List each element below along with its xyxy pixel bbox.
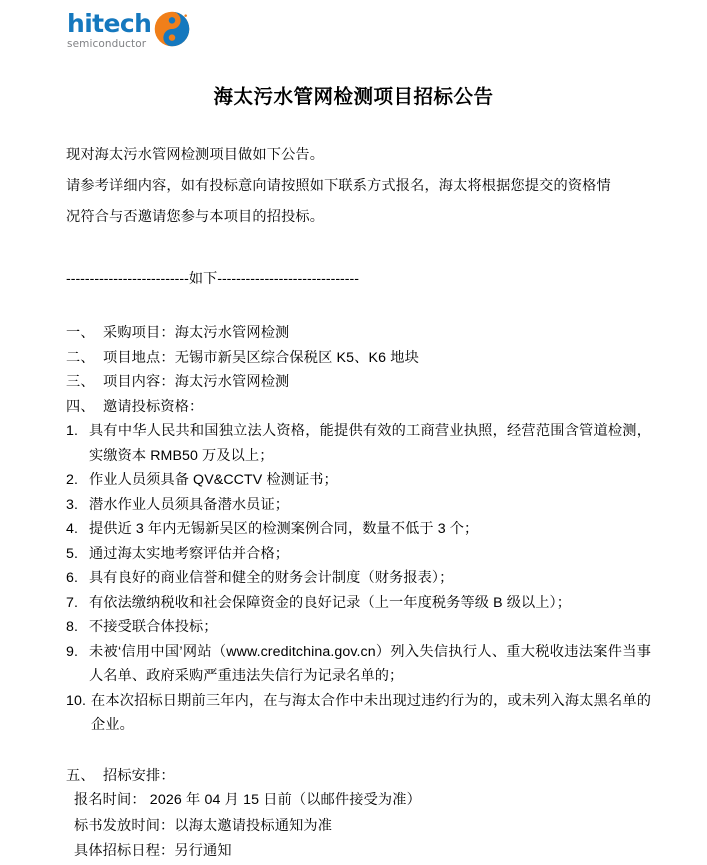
schedule-heading-number: 五、 (66, 767, 95, 784)
list-item (66, 419, 651, 468)
list-item (66, 517, 651, 542)
list-item (66, 468, 651, 493)
list-item-number: 4. (66, 521, 79, 537)
schedule-heading-text: 招标安排： (103, 767, 175, 784)
list-item-number: 2. (66, 472, 79, 488)
section-row (66, 321, 651, 346)
schedule-detailed-agenda: 具体招标日程：另行通知 (74, 843, 232, 859)
section-row (66, 346, 651, 371)
schedule-heading (66, 764, 651, 789)
list-item-number: 6. (66, 570, 79, 586)
document-body (66, 140, 651, 865)
list-item (66, 640, 651, 689)
section-text: 采购项目：海太污水管网检测 (103, 325, 290, 341)
list-item-number: 9. (66, 643, 79, 660)
page-title: 海太污水管网检测项目招标公告 (213, 85, 494, 108)
list-item-text: 具有良好的商业信誉和健全的财务会计制度（财务报表）； (89, 570, 454, 586)
section-text: 项目地点：无锡市新吴区综合保税区 K5、K6 地块 (103, 349, 419, 366)
section-number: 一、 (66, 325, 95, 341)
list-item (66, 615, 651, 640)
section-row (66, 395, 651, 420)
section-number: 二、 (66, 349, 95, 366)
list-item (66, 689, 651, 738)
intro-line-3: 况符合与否邀请您参与本项目的招投标。 (66, 209, 325, 225)
list-item-number: 8. (66, 619, 79, 635)
requirements-list (66, 419, 651, 738)
section-text: 邀请投标资格： (103, 398, 204, 415)
list-item (66, 591, 651, 616)
section-number: 三、 (66, 374, 95, 390)
list-item-number: 3. (66, 496, 79, 513)
list-item-number: 7. (66, 594, 79, 611)
list-item-text: 在本次招标日期前三年内，在与海太合作中未出现过违约行为的，或未列入海太黑名单的企业。 (91, 692, 651, 733)
schedule-spacer (66, 738, 651, 764)
logo-tagline-text: semiconductor (67, 38, 147, 50)
list-item-text: 具有中华人民共和国独立法人资格，能提供有效的工商营业执照，经营范围含管道检测，实缴资本 RMB50 万及以上； (89, 423, 651, 464)
list-item-text: 不接受联合体投标； (89, 619, 218, 635)
intro-spacer (66, 233, 651, 264)
list-item-text: 通过海太实地考察评估并合格； (89, 545, 290, 562)
section-text: 项目内容：海太污水管网检测 (103, 374, 290, 390)
list-item-text: 作业人员须具备 QV&CCTV 检测证书； (89, 472, 338, 488)
section-divider: --------------------------如下------------------------------ (66, 271, 359, 287)
intro-line-1: 现对海太污水管网检测项目做如下公告。 (66, 147, 325, 163)
schedule-registration-deadline: 报名时间： 2026 年 04 月 15 日前（以邮件接受为准） (74, 792, 421, 808)
logo-wordmark-group (65, 11, 151, 50)
schedule-document-release: 标书发放时间：以海太邀请投标通知为准 (74, 817, 333, 834)
divider-spacer (66, 295, 651, 321)
list-item-text: 未被‘信用中国’网站（www.creditchina.gov.cn）列入失信执行人、重大税收违法案件当事人名单、政府采购严重违法失信行为记录名单的； (89, 643, 651, 684)
list-item (66, 542, 651, 567)
list-item (66, 566, 651, 591)
intro-line-2: 请参考详细内容，如有投标意向请按照如下联系方式报名，海太将根据您提交的资格情 (66, 178, 611, 194)
list-item-text: 潜水作业人员须具备潜水员证； (89, 496, 290, 513)
yin-yang-swirl-icon (154, 11, 190, 47)
list-item-number: 10. (66, 692, 87, 709)
list-item-number: 1. (66, 423, 79, 439)
company-logo (65, 11, 190, 50)
list-item-text: 提供近 3 年内无锡新吴区的检测案例合同，数量不低于 3 个； (89, 521, 479, 537)
logo-wordmark-text: hitech (67, 9, 152, 38)
list-item (66, 493, 651, 518)
section-row (66, 370, 651, 395)
section-number: 四、 (66, 398, 95, 415)
list-item-text: 有依法缴纳税收和社会保障资金的良好记录（上一年度税务等级 B 级以上）； (89, 594, 572, 611)
list-item-number: 5. (66, 545, 79, 562)
